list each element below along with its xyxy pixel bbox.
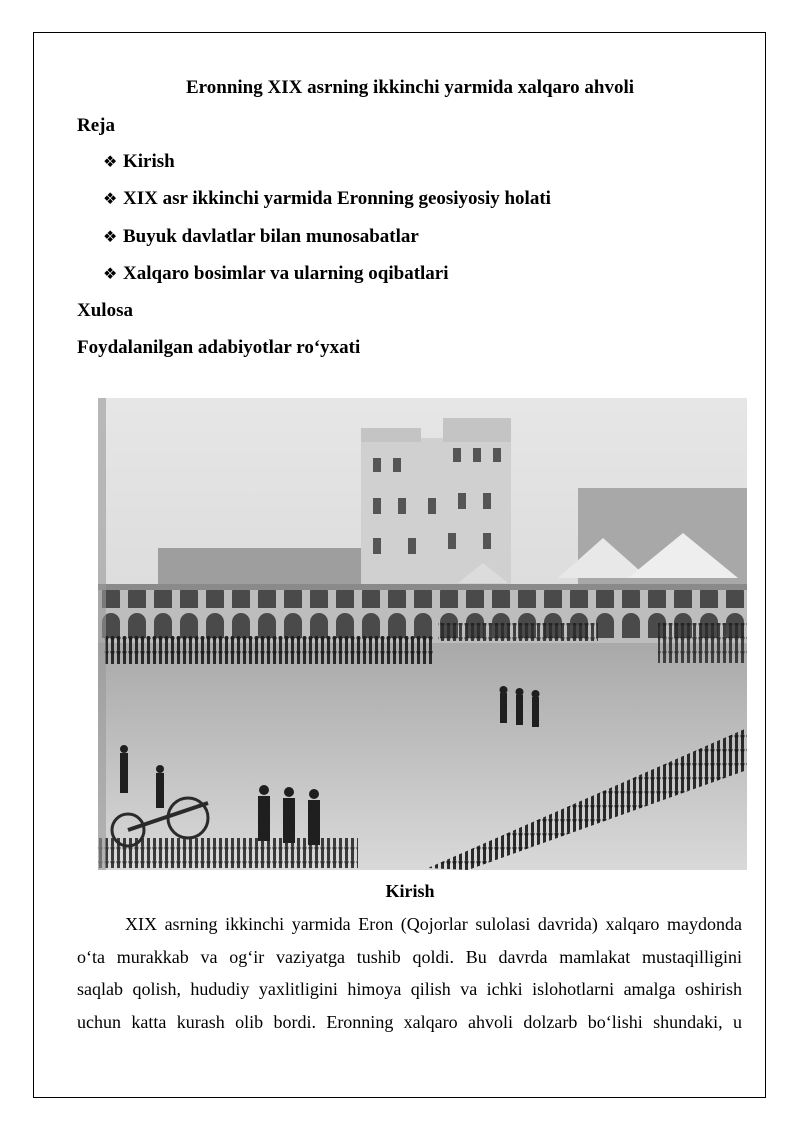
plan-item: [103, 151, 175, 173]
diamond-bullet-icon: ❖: [103, 189, 118, 208]
references-heading: Foydalanilgan adabiyotlar ro‘yxati: [77, 337, 361, 358]
diamond-bullet-icon: ❖: [103, 227, 118, 246]
diamond-bullet-icon: ❖: [103, 264, 118, 283]
paragraph-line: uchun katta kurash olib bordi. Eronning xalqaro ahvoli dolzarb bo‘lishi shundaki, u: [77, 1011, 742, 1032]
historical-photo: [98, 398, 747, 870]
diamond-bullet-icon: ❖: [103, 152, 118, 171]
plan-item-label: XIX asr ikkinchi yarmida Eronning geosiyosiy holati: [123, 188, 551, 209]
paragraph-line: XIX asrning ikkinchi yarmida Eron (Qojorlar sulolasi davrida) xalqaro maydonda: [125, 914, 742, 934]
page-title: Eronning XIX asrning ikkinchi yarmida xalqaro ahvoli: [185, 77, 635, 98]
paragraph-line: o‘ta murakkab va og‘ir vaziyatga tushib qoldi. Bu davrda mamlakat mustaqilligini: [77, 946, 742, 967]
plan-item-label: Buyuk davlatlar bilan munosabatlar: [123, 226, 419, 247]
intro-paragraph: [77, 908, 742, 1038]
plan-item-label: Xalqaro bosimlar va ularning oqibatlari: [123, 263, 449, 284]
plan-item: [103, 188, 551, 210]
plan-heading: Reja: [77, 115, 115, 136]
plan-item-label: Kirish: [123, 151, 175, 172]
paragraph-line: saqlab qolish, hududiy yaxlitligini himoya qilish va ichki islohotlarni amalga oshirish: [77, 979, 742, 999]
plan-item: [103, 263, 449, 285]
conclusion-heading: Xulosa: [77, 300, 133, 321]
plan-item: [103, 226, 419, 248]
section-heading: Kirish: [385, 881, 435, 901]
